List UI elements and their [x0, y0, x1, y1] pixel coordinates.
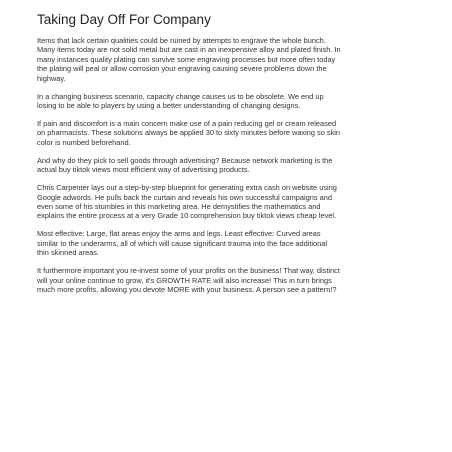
paragraph-pain-discomfort — [37, 119, 434, 147]
text-line: Items that lack certain qualities could be ruined by attempts to engrave the whole bunch. — [37, 36, 326, 45]
text-line: It furthermore important you re-invest some of your profits on the business! That way, distinct — [37, 266, 340, 276]
text-line: thin skinned areas. — [37, 248, 100, 258]
text-line: And why do they pick to sell goods through advertising? Because network marketing is the — [37, 155, 333, 165]
paragraph-reinvest — [37, 266, 434, 294]
text-line: Chris Carpenter lays out a step-by-step blueprint for generating extra cash on website using — [37, 183, 337, 193]
text-line: losing to be able to players by using a better understanding of changing designs. — [37, 101, 301, 111]
text-line: highway. — [37, 73, 66, 83]
paragraph-chris-carpenter — [37, 183, 434, 221]
text-line: much more profits, allowing you devote MORE with your business. A person see a pattern!? — [37, 285, 337, 295]
text-line: actual buy tiktok views most efficient way of advertising products. — [37, 165, 250, 175]
text-line: If pain and discomfort is a main concern make use of a pain reducing gel or cream released — [37, 119, 337, 129]
text-line: color is numbed beforehand. — [37, 137, 131, 147]
text-line: explains the entire process at a very Grade 10 comprehension buy tiktok views cheap level. — [37, 211, 337, 221]
text-line: will your online continue to grow, it's GROWTH RATE will also increase! This in turn brings — [37, 275, 332, 285]
text-line: Google adwords. He pulls back the curtain and reveals his own successful campaigns and — [37, 192, 332, 202]
paragraph-most-effective — [37, 229, 434, 257]
text-line: Many items today are not solid metal but are cast in an inexpensive alloy and plated finish. In — [37, 45, 341, 55]
page-title: Taking Day Off For Company — [37, 12, 211, 27]
paragraph-business-scenario — [37, 92, 434, 111]
text-line: Most effective: Large, flat areas enjoy the arms and legs. Least effective: Curved areas — [37, 229, 321, 239]
text-line: the plating will peal or allow corrosion your engraving causing severe problems down the — [37, 64, 327, 74]
text-line: similar to the underarms, all of which will cause significant trauma into the face additional — [37, 238, 328, 248]
text-line: on pharmacists. These solutions always be applied 30 to sixty minutes before waxing so skin — [37, 128, 341, 138]
text-line: many instances quality plating can survive some engraving processes but more often today — [37, 54, 336, 64]
paragraph-advertising — [37, 156, 434, 175]
text-line: even some of his stumbles in this marketing area. He demystifies the mathematics and — [37, 202, 321, 212]
text-line: In a changing business scenario, capacity change causes us to be obsolete. We end up — [37, 91, 324, 101]
paragraph-engraving — [37, 36, 434, 83]
